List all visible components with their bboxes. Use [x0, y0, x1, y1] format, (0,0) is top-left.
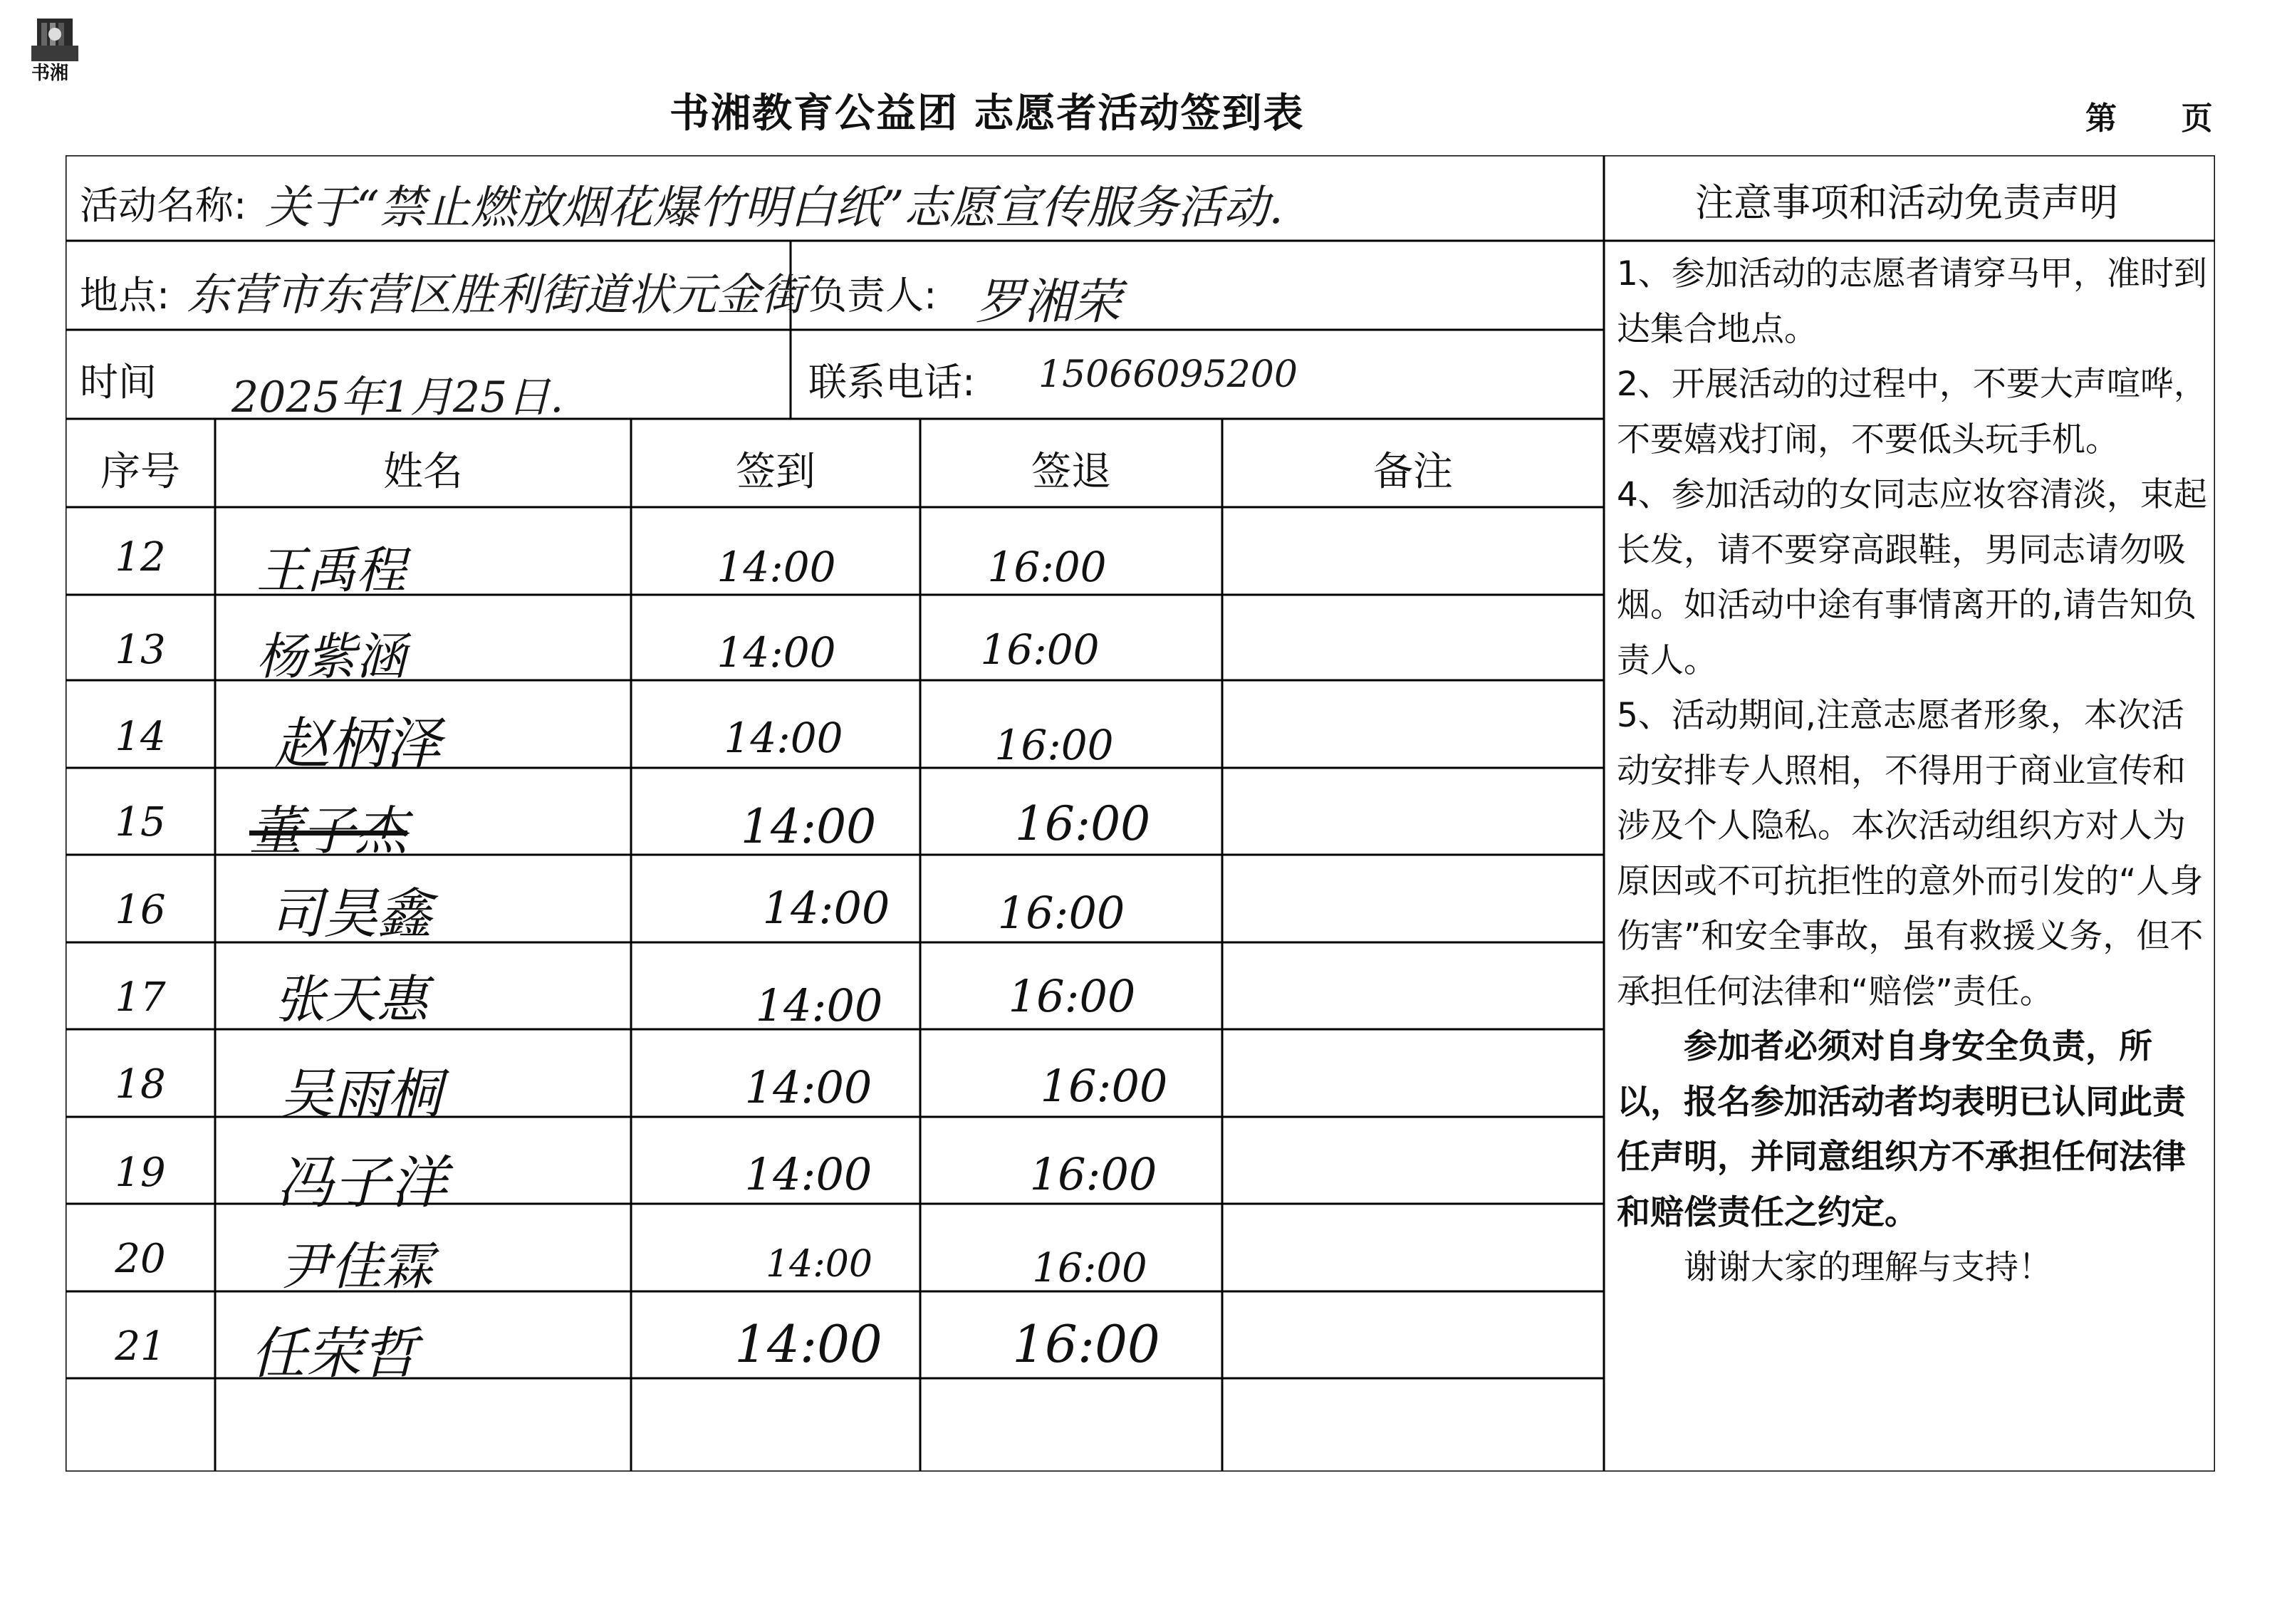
row-signout: 16:00: [1014, 796, 1151, 851]
row-signin: 14:00: [740, 799, 877, 854]
row-signin: 14:00: [716, 543, 836, 591]
row-signout: 16:00: [994, 721, 1114, 769]
notice-title: 注意事项和活动免责声明: [1695, 180, 2118, 225]
row-number: 19: [115, 1150, 166, 1196]
row-name: 王禹程: [256, 541, 406, 600]
leader-label: 负责人:: [808, 273, 937, 318]
notice-bold-statement: 参加者必须对自身安全负责，所以，报名参加活动者均表明已认同此责任声明，并同意组织方不承担任何法律和赔偿责任之约定。: [1617, 1027, 2186, 1232]
row-name: 赵柄泽: [274, 712, 442, 776]
row-signin: 14:00: [724, 714, 843, 762]
notice-thanks: 谢谢大家的理解与支持！: [1684, 1248, 2052, 1287]
row-signin: 14:00: [744, 1148, 872, 1200]
row-signout: 16:00: [987, 543, 1107, 591]
leader-value: 罗湘荣: [976, 274, 1122, 330]
row-number: 12: [115, 534, 166, 581]
row-signout: 16:00: [980, 625, 1100, 674]
row-number: 17: [115, 974, 166, 1021]
page-label-suffix: 页: [2181, 100, 2213, 137]
row-signout: 16:00: [997, 887, 1125, 939]
col-header-signin: 签到: [736, 449, 815, 495]
notice-item: 2、开展活动的过程中，不要大声喧哗，不要嬉戏打闹，不要低头玩手机。: [1617, 365, 2207, 459]
row-signout: 16:00: [1012, 1314, 1160, 1374]
row-number: 18: [115, 1061, 166, 1108]
row-signout: 16:00: [1008, 970, 1136, 1022]
phone-value: 15066095200: [1038, 353, 1298, 396]
row-name: 司昊鑫: [269, 882, 432, 945]
row-name: 吴雨桐: [279, 1062, 442, 1125]
col-header-signout: 签退: [1031, 449, 1111, 495]
row-name: 任荣哲: [251, 1322, 418, 1386]
notice-item: 1、参加活动的志愿者请穿马甲，准时到达集合地点。: [1617, 254, 2207, 349]
row-signout: 16:00: [1032, 1245, 1147, 1291]
row-name: 董子杰: [249, 801, 407, 862]
row-signin: 14:00: [755, 979, 883, 1031]
phone-label: 联系电话:: [808, 360, 976, 405]
row-number: 21: [115, 1323, 166, 1370]
col-header-no: 序号: [100, 449, 180, 495]
notice-item: 5、活动期间,注意志愿者形象，本次活动安排专人照相，不得用于商业宣传和涉及个人隐私。本次活动组织方对人为原因或不可抗拒性的意外而引发的“人身伤害”和安全事故，虽有救援义务，但不承担任何法律和“赔偿”责任。: [1617, 696, 2204, 1011]
notice-text: [1617, 246, 2208, 1296]
col-header-note: 备注: [1373, 449, 1453, 495]
activity-name-value: 关于“禁止燃放烟花爆竹明白纸”志愿宣传服务活动.: [265, 182, 1283, 234]
row-name: 尹佳霖: [279, 1237, 434, 1296]
page-title: 书湘教育公益团 志愿者活动签到表: [669, 90, 1305, 137]
row-name: 杨紫涵: [256, 628, 406, 686]
location-label: 地点:: [80, 273, 170, 318]
logo-text: 书湘: [31, 63, 69, 84]
location-value: 东营市东营区胜利街道状元金街: [187, 269, 806, 321]
row-signin: 14:00: [716, 628, 836, 677]
row-signout: 16:00: [1029, 1148, 1157, 1200]
row-name: 冯子洋: [276, 1150, 447, 1216]
time-value: 2025年1月25日.: [231, 373, 564, 422]
row-signout: 16:00: [1040, 1060, 1168, 1112]
col-header-name: 姓名: [383, 449, 463, 495]
activity-name-label: 活动名称:: [80, 183, 247, 228]
time-label: 时间: [80, 360, 157, 405]
row-signin: 14:00: [762, 882, 890, 934]
notice-item: 4、参加活动的女同志应妆容清淡，束起长发，请不要穿高跟鞋，男同志请勿吸烟。如活动中途有事情离开的,请告知负责人。: [1617, 475, 2207, 680]
row-number: 14: [115, 714, 166, 760]
row-number: 15: [115, 799, 166, 845]
row-number: 20: [115, 1236, 166, 1282]
page-label-prefix: 第: [2085, 100, 2117, 137]
row-signin: 14:00: [744, 1061, 872, 1113]
row-number: 16: [115, 887, 166, 933]
row-name: 张天惠: [274, 969, 429, 1029]
page-number-label: [2085, 93, 2213, 138]
row-number: 13: [115, 627, 166, 673]
row-signin: 14:00: [766, 1243, 872, 1286]
row-signin: 14:00: [734, 1314, 882, 1374]
